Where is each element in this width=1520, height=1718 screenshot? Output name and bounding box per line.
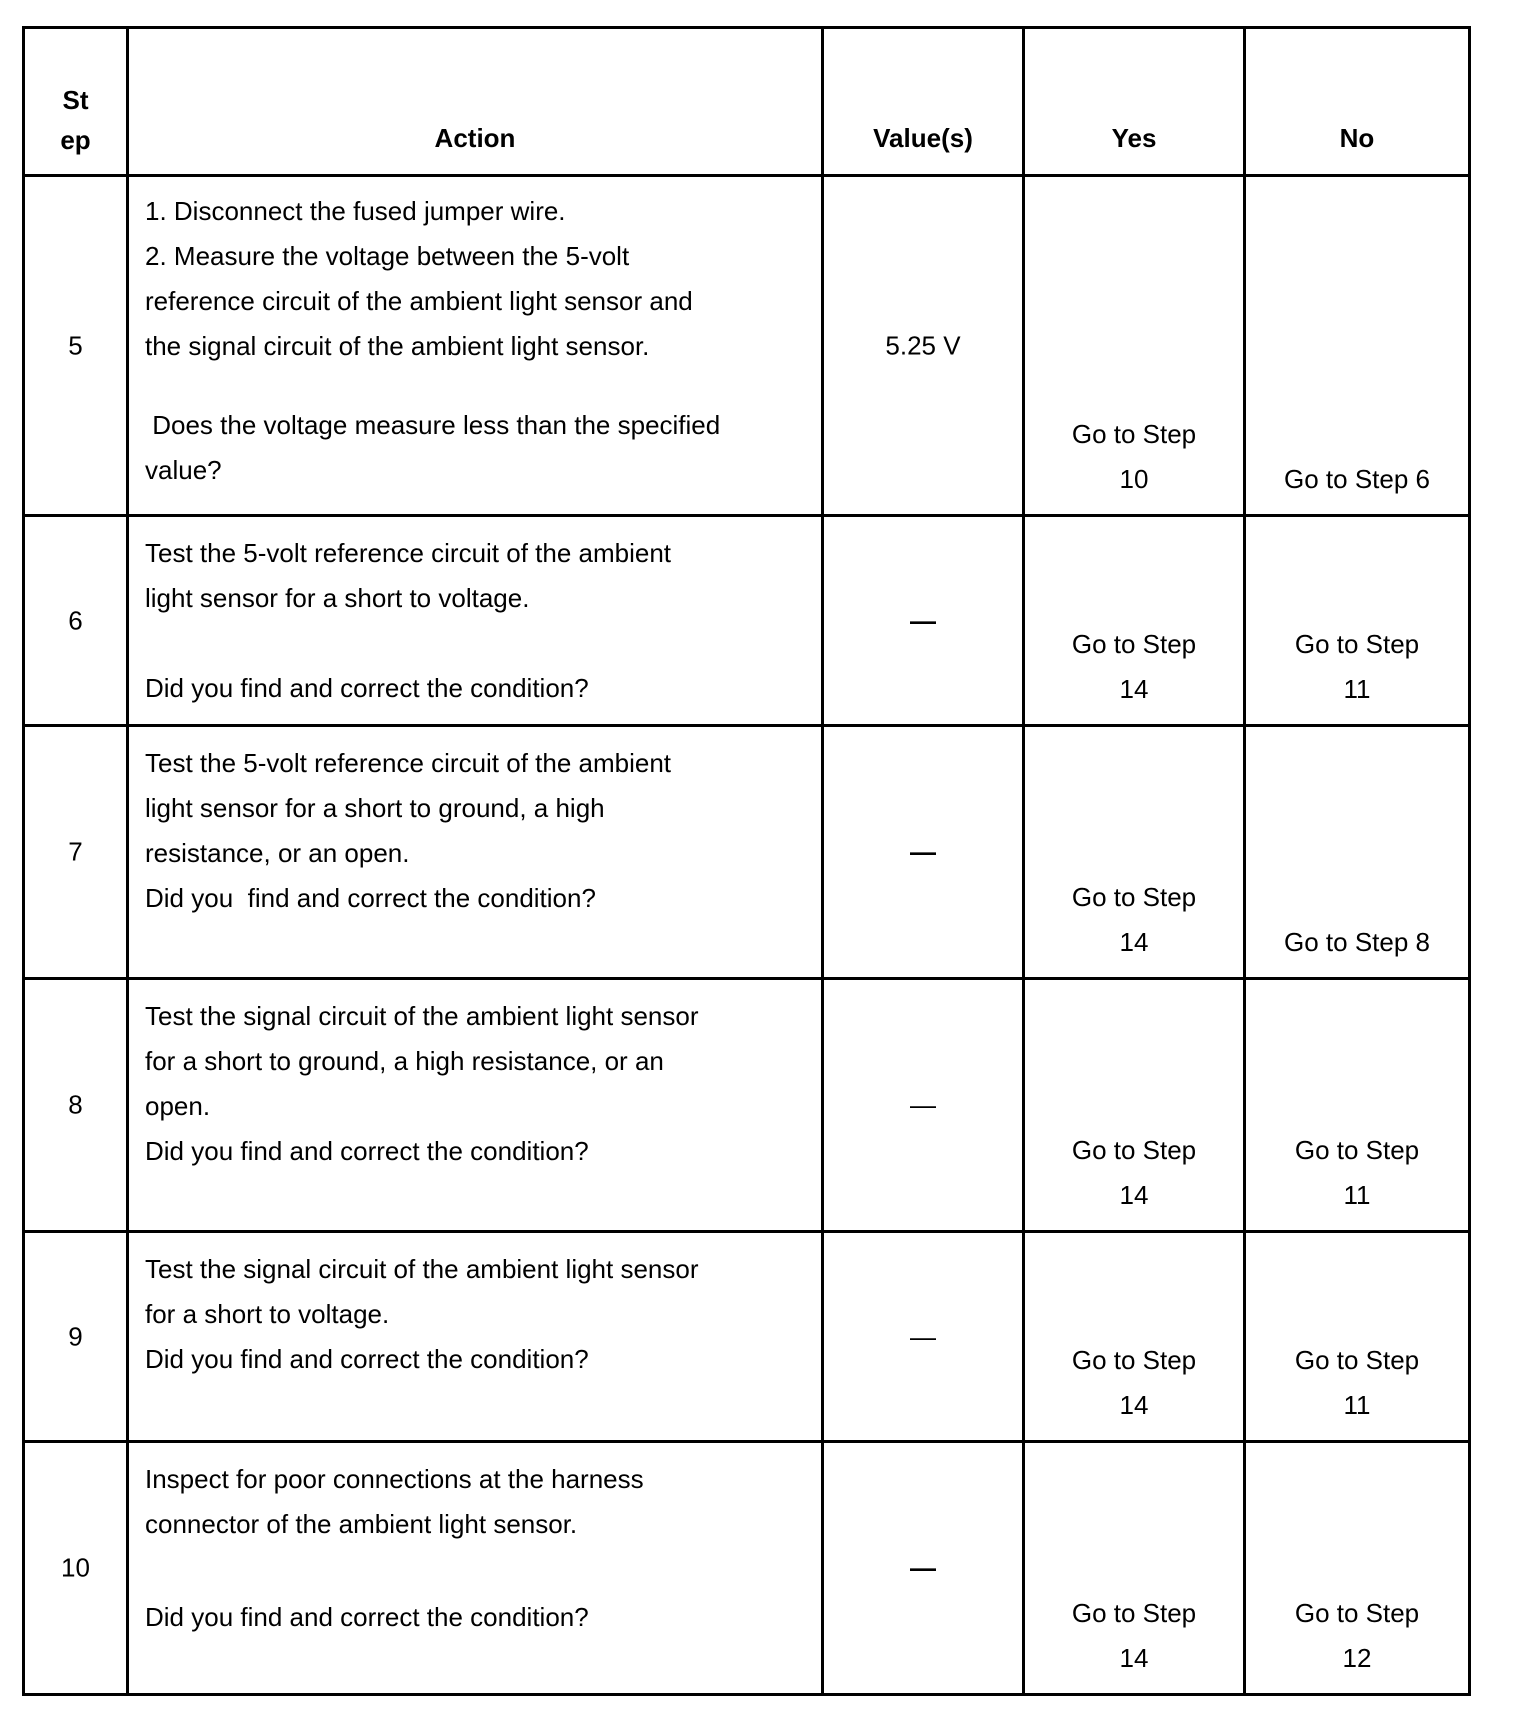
no-cell [1245, 726, 1470, 979]
step-cell [24, 979, 128, 1232]
no-goto-line: Go to Step [1294, 1135, 1420, 1165]
action-text [145, 994, 699, 1174]
header-step-line-2: ep [60, 125, 91, 155]
table-row [24, 176, 1470, 516]
no-cell [1245, 1232, 1470, 1442]
no-goto-line: Go to Step 8 [1284, 927, 1430, 957]
yes-cell [1024, 979, 1245, 1232]
step-cell [24, 516, 128, 726]
action-line: Test the 5-volt reference circuit of the ambient [145, 538, 672, 568]
table-row [24, 726, 1470, 979]
no-goto-line: Go to Step 6 [1284, 464, 1430, 494]
action-line: for a short to voltage. [145, 1299, 390, 1329]
header-row [24, 28, 1470, 176]
value-dash: — [910, 605, 936, 635]
yes-cell [1024, 726, 1245, 979]
no-goto [1246, 457, 1468, 502]
value-dash: — [910, 836, 936, 867]
diagnostic-table [22, 26, 1471, 1696]
action-line: connector of the ambient light sensor. [145, 1509, 578, 1539]
header-action-label: Action [434, 123, 516, 153]
action-line: Test the 5-volt reference circuit of the ambient [145, 748, 672, 778]
no-goto-line: Go to Step [1294, 1345, 1420, 1375]
no-goto-line: 11 [1343, 674, 1371, 704]
step-number: 8 [68, 1089, 83, 1120]
no-goto-line: 11 [1343, 1180, 1371, 1210]
action-text [145, 189, 720, 493]
yes-goto-line: Go to Step [1071, 629, 1197, 659]
step-number: 10 [61, 1552, 90, 1583]
step-cell [24, 176, 128, 516]
header-yes [1024, 28, 1245, 176]
yes-goto-line: Go to Step [1071, 1598, 1197, 1628]
action-line: Does the voltage measure less than the specified [145, 410, 721, 440]
value-cell [823, 1442, 1024, 1695]
yes-goto-line: 14 [1119, 674, 1149, 704]
step-cell [24, 1442, 128, 1695]
yes-goto [1025, 875, 1243, 965]
action-line: Inspect for poor connections at the harness [145, 1464, 644, 1494]
no-goto-line: 12 [1342, 1643, 1372, 1673]
step-number: 7 [68, 836, 83, 867]
action-line: open. [145, 1091, 211, 1121]
yes-goto-line: 14 [1119, 1643, 1149, 1673]
action-line: Did you find and correct the condition? [145, 1602, 589, 1632]
action-line: value? [145, 455, 222, 485]
no-goto-line: 11 [1343, 1390, 1371, 1420]
action-cell [128, 979, 823, 1232]
header-step [24, 28, 128, 176]
action-line: for a short to ground, a high resistance, or an [145, 1046, 664, 1076]
action-line: 1. Disconnect the fused jumper wire. [145, 196, 566, 226]
step-cell [24, 726, 128, 979]
header-no [1245, 28, 1470, 176]
header-yes-label: Yes [1111, 123, 1157, 153]
header-no-label: No [1339, 123, 1375, 153]
action-text [145, 1457, 644, 1640]
action-line-spacer [145, 621, 671, 666]
yes-goto [1025, 1128, 1243, 1218]
yes-goto-line: 10 [1119, 464, 1149, 494]
table-row [24, 1442, 1470, 1695]
no-goto-line: Go to Step [1294, 629, 1420, 659]
no-cell [1245, 979, 1470, 1232]
step-number: 9 [68, 1321, 83, 1351]
yes-goto-line: Go to Step [1071, 1345, 1197, 1375]
value-cell [823, 726, 1024, 979]
value-dash: — [910, 1552, 936, 1583]
action-line-spacer [145, 369, 720, 403]
value-dash: — [910, 1089, 936, 1120]
action-cell [128, 726, 823, 979]
action-line: Test the signal circuit of the ambient light sensor [145, 1254, 699, 1284]
action-line: Did you find and correct the condition? [145, 1136, 589, 1166]
action-line: Did you find and correct the condition? [145, 883, 596, 913]
yes-goto-line: Go to Step [1071, 419, 1197, 449]
action-line: resistance, or an open. [145, 838, 410, 868]
no-goto [1246, 1128, 1468, 1218]
value-cell [823, 1232, 1024, 1442]
no-cell [1245, 516, 1470, 726]
header-step-line-1: St [62, 85, 89, 115]
yes-goto [1025, 1338, 1243, 1428]
action-line: 2. Measure the voltage between the 5-volt [145, 241, 630, 271]
table-row [24, 1232, 1470, 1442]
action-line: Test the signal circuit of the ambient light sensor [145, 1001, 699, 1031]
action-line: the signal circuit of the ambient light sensor. [145, 331, 650, 361]
action-cell [128, 516, 823, 726]
yes-goto-line: Go to Step [1071, 882, 1197, 912]
value-dash: — [910, 1321, 936, 1351]
yes-goto [1025, 412, 1243, 502]
table-row [24, 516, 1470, 726]
value-cell [823, 979, 1024, 1232]
no-goto [1246, 1591, 1468, 1681]
no-goto [1246, 622, 1468, 712]
yes-cell [1024, 516, 1245, 726]
yes-cell [1024, 176, 1245, 516]
header-values-label: Value(s) [873, 123, 973, 153]
step-number: 6 [68, 605, 83, 635]
no-cell [1245, 1442, 1470, 1695]
step-cell [24, 1232, 128, 1442]
step-number: 5 [68, 330, 83, 360]
yes-cell [1024, 1232, 1245, 1442]
value-text: 5.25 V [885, 330, 961, 360]
header-action [128, 28, 823, 176]
yes-goto-line: Go to Step [1071, 1135, 1197, 1165]
no-goto [1246, 1338, 1468, 1428]
action-line-spacer [145, 1547, 644, 1595]
yes-cell [1024, 1442, 1245, 1695]
yes-goto [1025, 1591, 1243, 1681]
action-line: Did you find and correct the condition? [145, 673, 589, 703]
action-line: light sensor for a short to ground, a high [145, 793, 605, 823]
action-line: Did you find and correct the condition? [145, 1344, 589, 1374]
value-cell [823, 176, 1024, 516]
action-cell [128, 176, 823, 516]
action-line: reference circuit of the ambient light sensor and [145, 286, 693, 316]
action-cell [128, 1232, 823, 1442]
table-row [24, 979, 1470, 1232]
action-line: light sensor for a short to voltage. [145, 583, 530, 613]
no-goto [1246, 920, 1468, 965]
yes-goto-line: 14 [1119, 1390, 1149, 1420]
action-cell [128, 1442, 823, 1695]
yes-goto-line: 14 [1119, 1180, 1149, 1210]
action-text [145, 741, 671, 921]
action-text [145, 1247, 699, 1382]
no-goto-line: Go to Step [1294, 1598, 1420, 1628]
header-values [823, 28, 1024, 176]
action-text [145, 531, 671, 711]
yes-goto [1025, 622, 1243, 712]
no-cell [1245, 176, 1470, 516]
value-cell [823, 516, 1024, 726]
yes-goto-line: 14 [1119, 927, 1149, 957]
